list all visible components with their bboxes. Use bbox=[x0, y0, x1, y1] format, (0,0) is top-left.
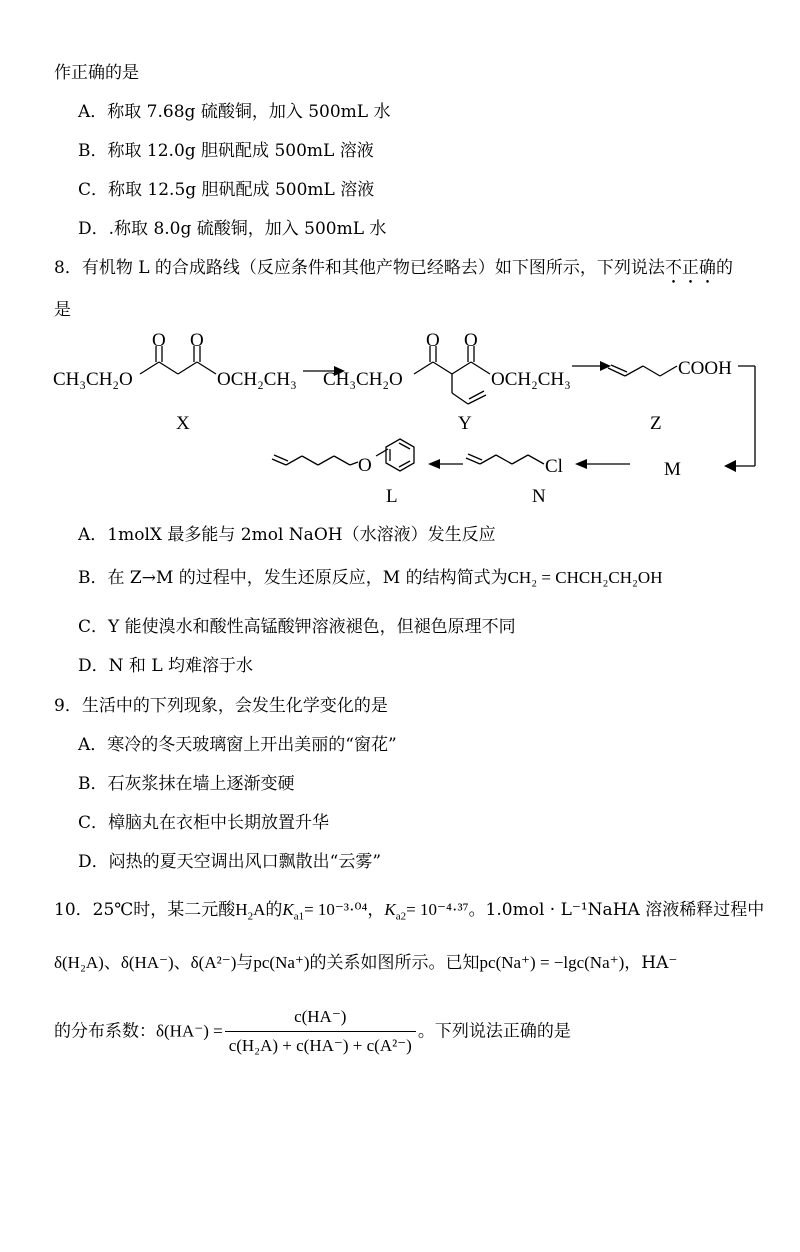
label-x: X bbox=[176, 413, 190, 434]
q7-option-a: A．称取 7.68g 硫酸铜，加入 500mL 水 bbox=[78, 102, 391, 122]
q7-option-c: C．称取 12.5g 胆矾配成 500mL 溶液 bbox=[78, 180, 375, 200]
label-m: M bbox=[664, 459, 681, 480]
q9-option-a: A．寒冷的冬天玻璃窗上开出美丽的“窗花” bbox=[78, 735, 397, 755]
label-y: Y bbox=[458, 413, 472, 434]
label-l: L bbox=[386, 486, 398, 507]
distribution-fraction: $\frac{c(HA^-)}{\text{c(H₂A) + c(HA⁻) + c(A²⁻)}}$ bbox=[225, 1005, 416, 1058]
q8-stem-cont: 是 bbox=[54, 300, 71, 320]
x-carbonyl-o2: O bbox=[190, 330, 204, 351]
z-carboxyl: COOH bbox=[678, 358, 732, 379]
q9-stem: 9．生活中的下列现象，会发生化学变化的是 bbox=[54, 696, 388, 716]
y-carbonyl-o1: O bbox=[426, 330, 440, 351]
q9-option-c: C．樟脑丸在衣柜中长期放置升华 bbox=[78, 813, 330, 833]
q7-stem-tail: 作正确的是 bbox=[54, 63, 139, 83]
ka1-value: = 10⁻³·⁰⁴ bbox=[304, 900, 368, 919]
x-carbonyl-o1: O bbox=[152, 330, 166, 351]
y-right-group: OCH₂CH₃ bbox=[491, 369, 571, 390]
q10-line3: 的分布系数：δ(HA⁻) = $\frac{c(HA^-)}{\text{c(H₂A) + c(HA⁻) + c(A²⁻)}}$ 。下列说法正确的是 bbox=[54, 1005, 571, 1058]
q8-option-b: B．在 Z→M 的过程中，发生还原反应，M 的结构简式为CH₂ = CHCH₂CH₂OH bbox=[78, 568, 663, 588]
label-n: N bbox=[532, 486, 546, 507]
q9-option-d: D．闷热的夏天空调出风口飘散出“云雾” bbox=[78, 852, 382, 872]
x-left-group: CH₃CH₂O bbox=[53, 369, 133, 390]
q9-option-b: B．石灰浆抹在墙上逐渐变硬 bbox=[78, 774, 295, 794]
q8-emphasis: 不正确 bbox=[664, 258, 716, 278]
synthesis-scheme bbox=[0, 325, 800, 510]
x-right-group: OCH₂CH₃ bbox=[217, 369, 297, 390]
q8-option-d: D．N 和 L 均难溶于水 bbox=[78, 656, 254, 676]
q7-option-b: B．称取 12.0g 胆矾配成 500mL 溶液 bbox=[78, 141, 374, 161]
y-left-group: CH₃CH₂O bbox=[323, 369, 403, 390]
y-carbonyl-o2: O bbox=[464, 330, 478, 351]
q7-option-d: D．.称取 8.0g 硫酸铜，加入 500mL 水 bbox=[78, 219, 387, 239]
m-structure-formula: CH₂ = CHCH₂CH₂OH bbox=[507, 568, 663, 587]
q8-option-c: C．Y 能使溴水和酸性高锰酸钾溶液褪色，但褪色原理不同 bbox=[78, 617, 516, 637]
q10-line1: 10．25℃时，某二元酸$H_2A$的$K_{a1}= 10^{-3}\cdot^{04}$，$K_{a2}= 10^{-4}\cdot^{37}$。1.0mol · L⁻¹NaHA 溶液稀释过程中 bbox=[54, 900, 765, 923]
q8-option-a: A．1molX 最多能与 2mol NaOH（水溶液）发生反应 bbox=[78, 525, 496, 545]
n-chlorine: Cl bbox=[545, 456, 563, 477]
q10-line2: δ(H₂A)、δ(HA⁻)、δ(A²⁻)与pc(Na⁺)的关系如图所示。已知pc(Na⁺) = −lgc(Na⁺)，HA⁻ bbox=[54, 953, 678, 973]
q8-stem: 8．有机物 L 的合成路线（反应条件和其他产物已经略去）如下图所示，下列说法不正确的 bbox=[54, 258, 733, 278]
label-z: Z bbox=[650, 413, 662, 434]
l-ether-o: O bbox=[358, 455, 372, 476]
ka2-value: = 10⁻⁴·³⁷ bbox=[406, 900, 469, 919]
